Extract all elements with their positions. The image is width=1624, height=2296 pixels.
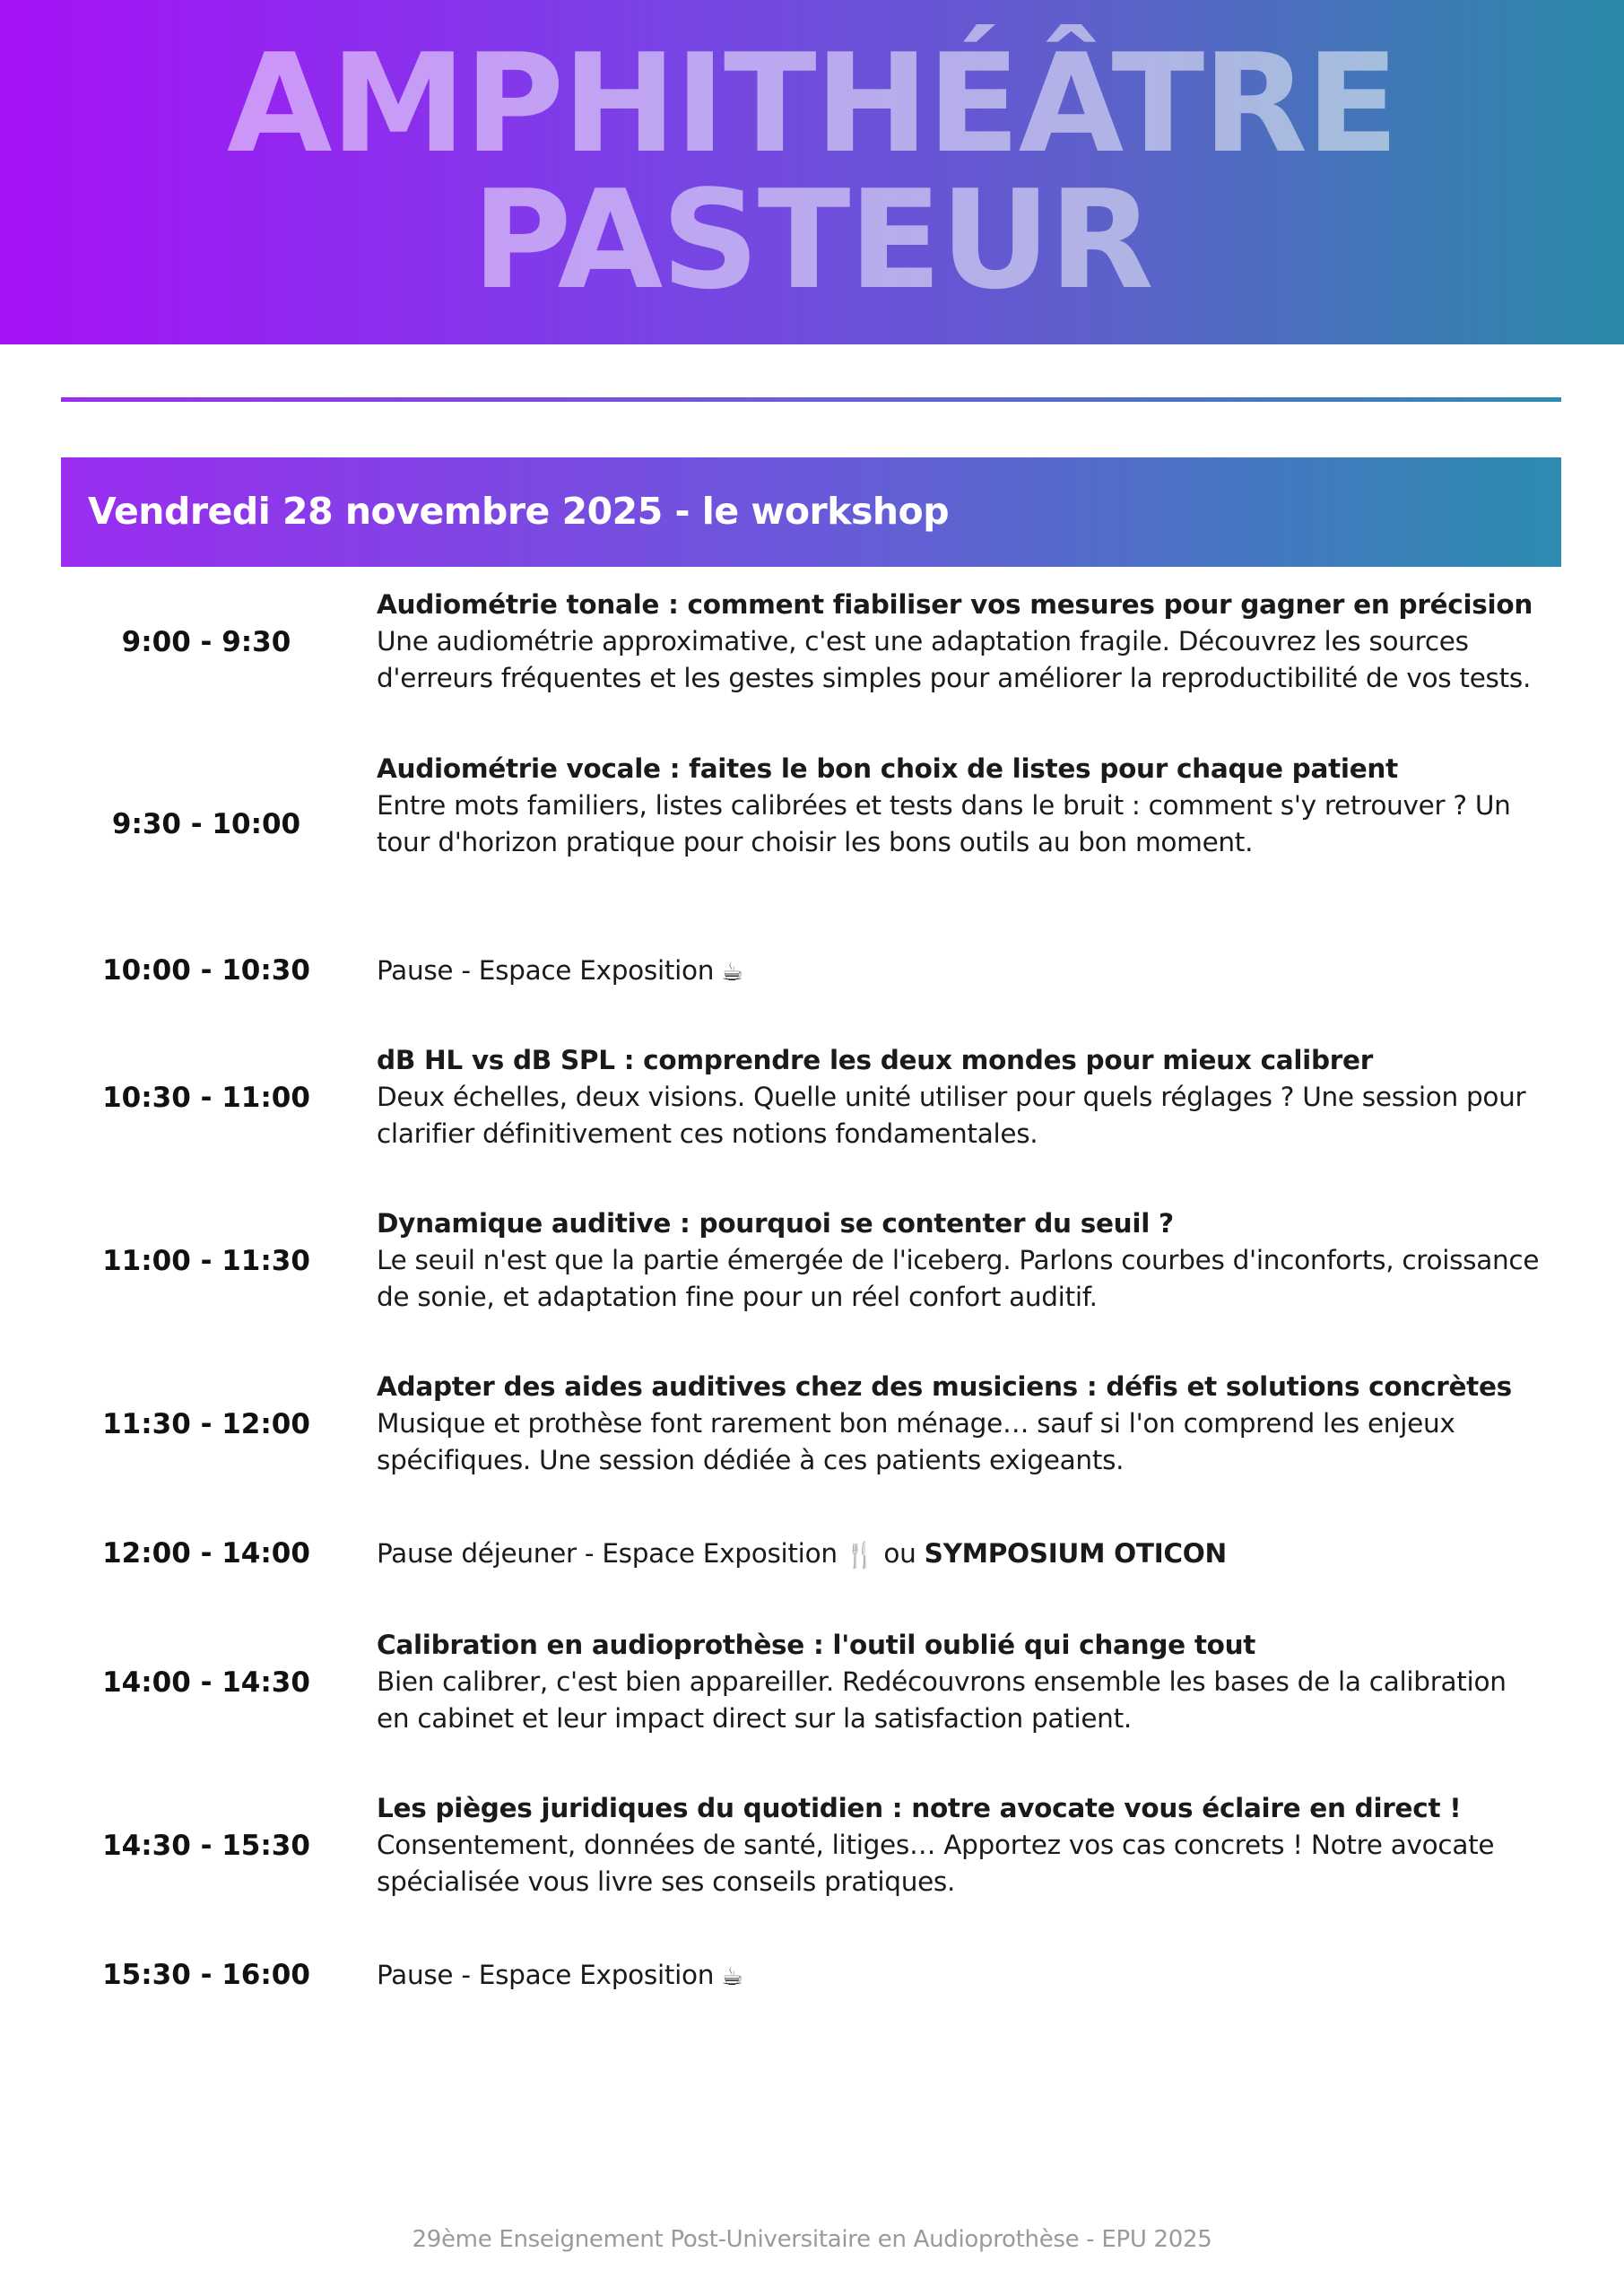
session-time: 11:30 - 12:00 xyxy=(102,1408,310,1440)
session-content xyxy=(377,587,1542,697)
session-title: Calibration en audioprothèse : l'outil oublié qui change tout xyxy=(377,1630,1256,1660)
session-description: Bien calibrer, c'est bien appareiller. Redécouvrons ensemble les bases de la calibration en cabinet et leur impact direct sur la satisfaction patient. xyxy=(377,1666,1507,1734)
session-time: 9:00 - 9:30 xyxy=(121,626,291,658)
session-content xyxy=(377,1369,1542,1479)
session-title: dB HL vs dB SPL : comprendre les deux mondes pour mieux calibrer xyxy=(377,1045,1374,1075)
session-title: Audiométrie tonale : comment fiabiliser vos mesures pour gagner en précision xyxy=(377,589,1533,620)
session-content xyxy=(377,1627,1542,1737)
day-header xyxy=(61,457,1561,567)
pause-content xyxy=(377,1535,1542,1573)
session-title: Les pièges juridiques du quotidien : notre avocate vous éclaire en direct ! xyxy=(377,1793,1462,1823)
session-description: Entre mots familiers, listes calibrées et tests dans le bruit : comment s'y retrouver ? Un tour d'horizon pratique pour choisir les bons outils au bon moment. xyxy=(377,790,1511,857)
session-time: 10:00 - 10:30 xyxy=(102,954,310,987)
session-description: Musique et prothèse font rarement bon ménage… sauf si l'on comprend les enjeux spécifiques. Une session dédiée à ces patients exigeants. xyxy=(377,1408,1455,1475)
session-time: 14:30 - 15:30 xyxy=(102,1830,310,1862)
session-time: 9:30 - 10:00 xyxy=(111,808,301,840)
pause-content xyxy=(377,952,1542,990)
session-time: 10:30 - 11:00 xyxy=(102,1082,310,1114)
fork-knife-icon: 🍴 xyxy=(844,1540,876,1570)
pause-label: Pause - Espace Exposition xyxy=(377,955,715,986)
session-time: 15:30 - 16:00 xyxy=(102,1959,310,1991)
venue-title-line1: AMPHITHÉÂTRE xyxy=(226,24,1398,183)
session-title: Dynamique auditive : pourquoi se contenter du seuil ? xyxy=(377,1208,1174,1239)
venue-title xyxy=(0,24,1624,319)
page-footer: 29ème Enseignement Post-Universitaire en Audioprothèse - EPU 2025 xyxy=(412,2226,1212,2253)
session-description: Le seuil n'est que la partie émergée de l'iceberg. Parlons courbes d'inconforts, croissance de sonie, et adaptation fine pour un réel confort auditif. xyxy=(377,1245,1540,1312)
pause-content xyxy=(377,1957,1542,1995)
session-title: Audiométrie vocale : faites le bon choix de listes pour chaque patient xyxy=(377,753,1398,784)
session-content xyxy=(377,1790,1542,1900)
session-description: Une audiométrie approximative, c'est une adaptation fragile. Découvrez les sources d'erreurs fréquentes et les gestes simples pour améliorer la reproductibilité de vos tests. xyxy=(377,626,1532,693)
header-banner xyxy=(0,0,1624,344)
gradient-divider xyxy=(61,397,1561,402)
session-time: 12:00 - 14:00 xyxy=(102,1537,310,1570)
day-header-label: Vendredi 28 novembre 2025 - le workshop xyxy=(88,490,950,533)
session-title: Adapter des aides auditives chez des musiciens : défis et solutions concrètes xyxy=(377,1371,1512,1402)
venue-title-line2: PASTEUR xyxy=(472,161,1152,319)
session-content xyxy=(377,1205,1542,1316)
session-description: Deux échelles, deux visions. Quelle unité utiliser pour quels réglages ? Une session pour clarifier définitivement ces notions fondamentales. xyxy=(377,1082,1526,1149)
pause-suffix: ou xyxy=(883,1538,916,1569)
session-description: Consentement, données de santé, litiges… Apportez vos cas concrets ! Notre avocate spécialisée vous livre ses conseils pratiques. xyxy=(377,1830,1495,1897)
pause-label: Pause - Espace Exposition xyxy=(377,1960,715,1990)
session-time: 11:00 - 11:30 xyxy=(102,1245,310,1277)
session-content xyxy=(377,1042,1542,1152)
session-content xyxy=(377,751,1542,861)
coffee-icon: ☕ xyxy=(721,1961,743,1991)
session-time: 14:00 - 14:30 xyxy=(102,1666,310,1699)
pause-label: Pause déjeuner - Espace Exposition xyxy=(377,1538,838,1569)
symposium-label: SYMPOSIUM OTICON xyxy=(924,1538,1227,1569)
coffee-icon: ☕ xyxy=(721,957,743,987)
